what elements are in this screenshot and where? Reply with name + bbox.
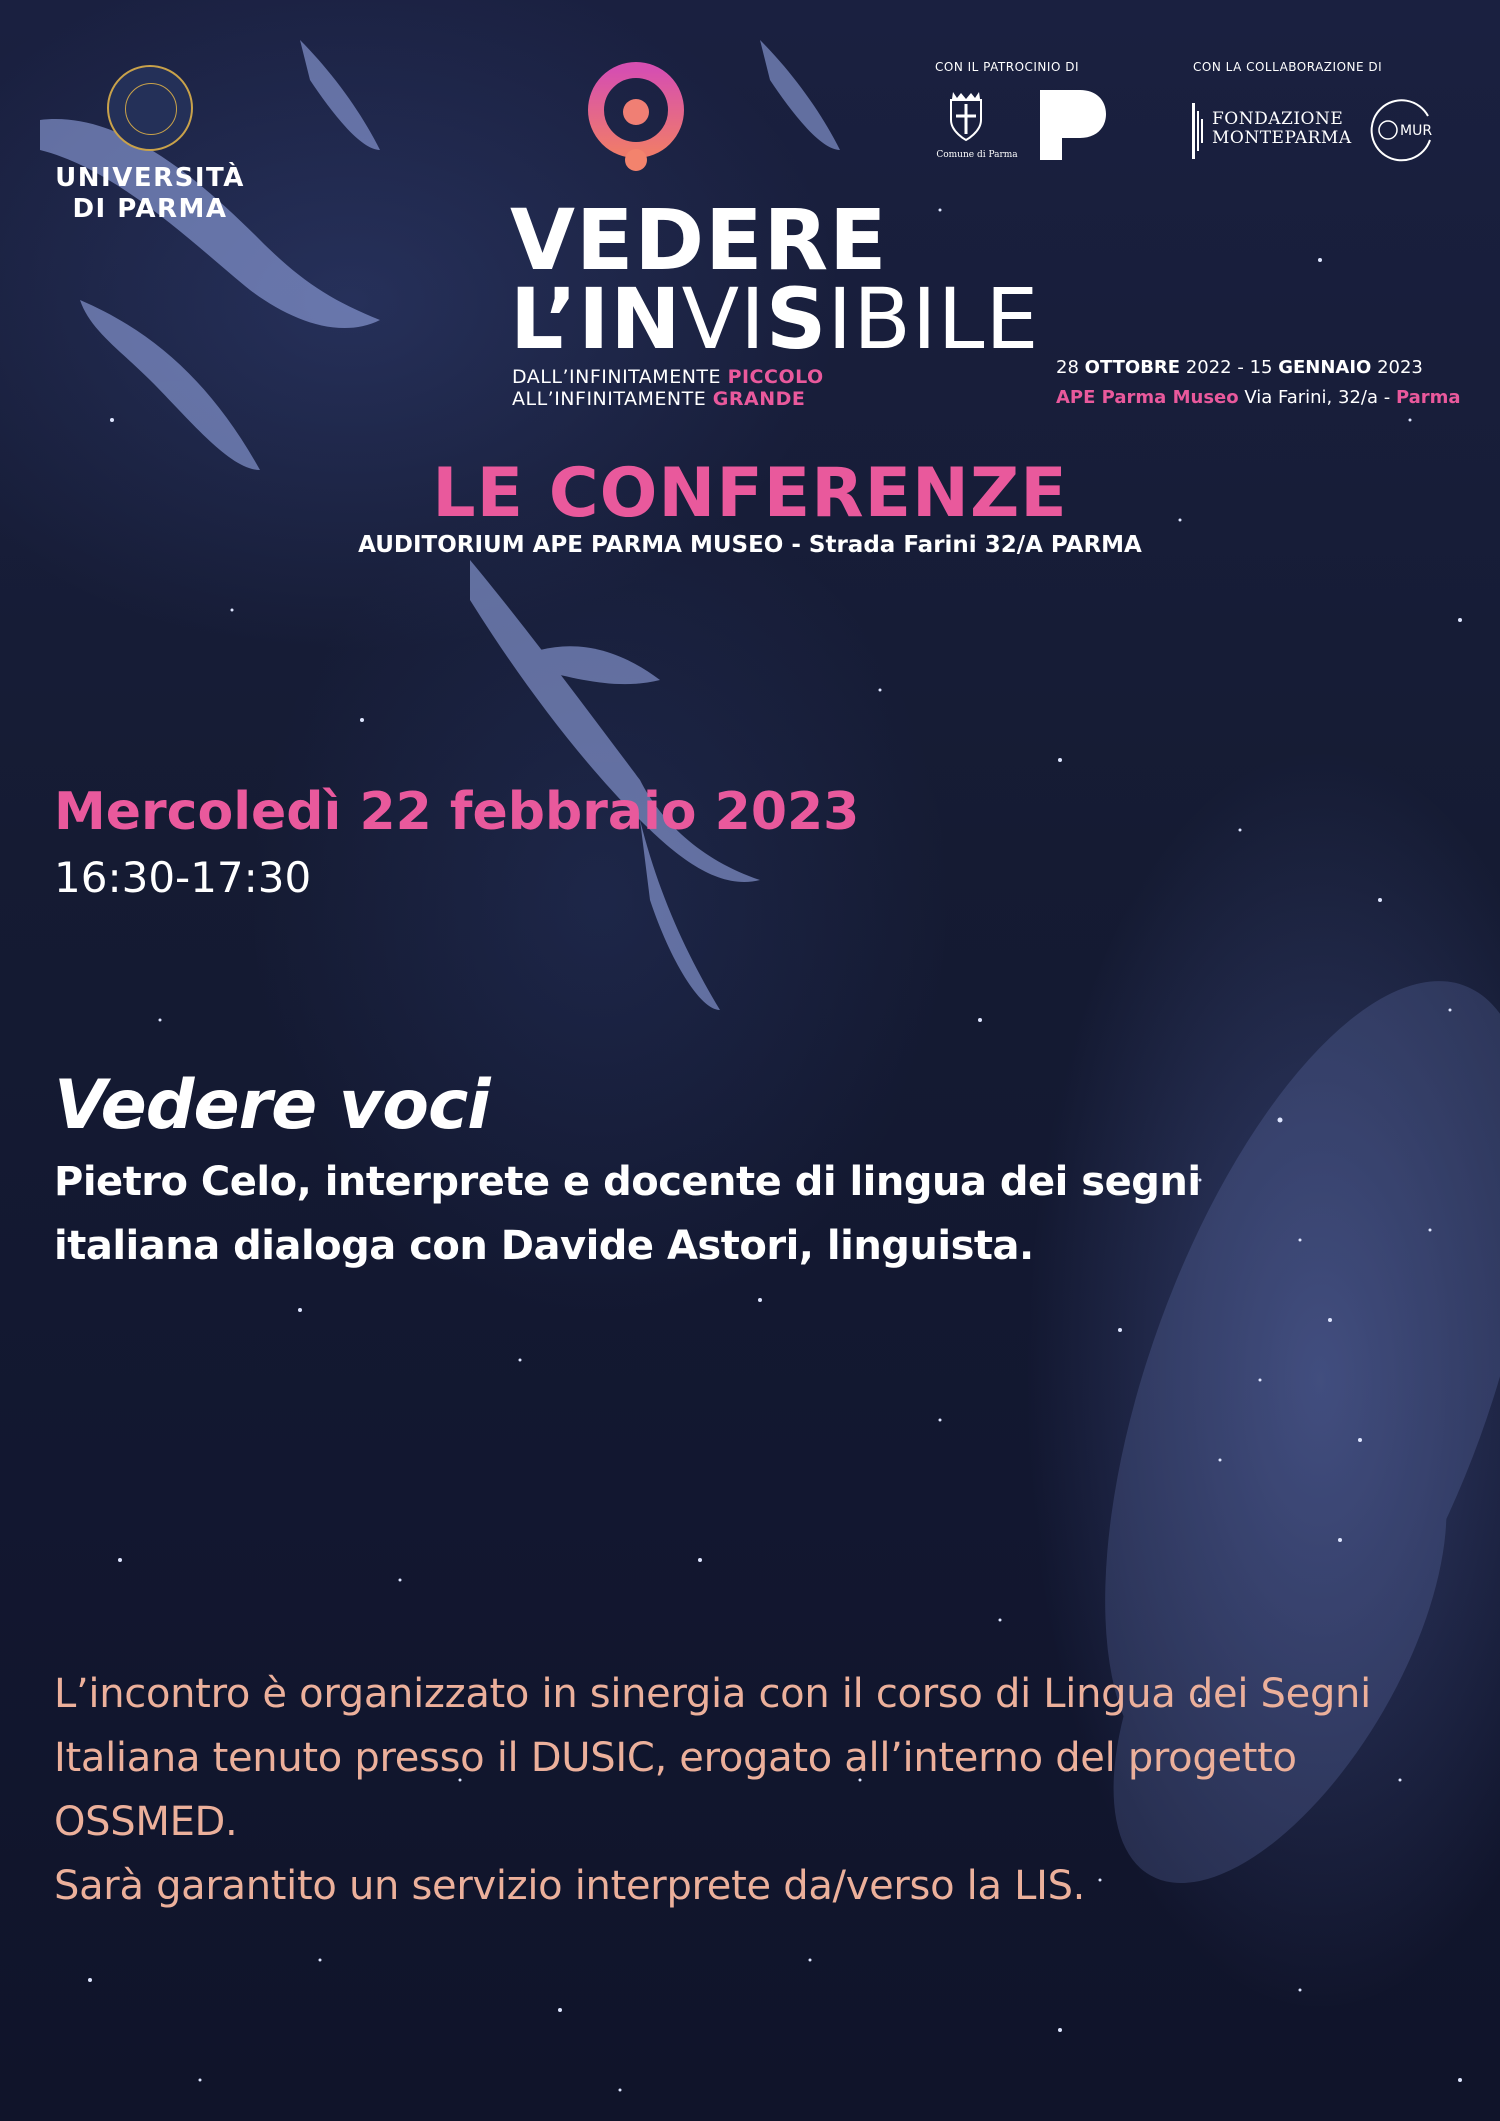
university-name-line2: DI PARMA [72, 194, 228, 224]
talk-title: Vedere voci [54, 1066, 490, 1145]
fondazione-line1: FONDAZIONE [1212, 109, 1344, 129]
talk-time: 16:30-17:30 [54, 853, 312, 902]
title-part-3: S [765, 270, 828, 368]
mur-logo-icon [1368, 96, 1436, 164]
title-part-4: IBILE [827, 270, 1040, 368]
comune-crest-icon [945, 90, 987, 142]
conferences-place: AUDITORIUM APE PARMA MUSEO - Strada Farini 32/A PARMA [358, 532, 1142, 558]
date-y2: 2023 [1371, 357, 1423, 378]
organization-note: L’incontro è organizzato in sinergia con il corso di Lingua dei Segni Italiana tenuto presso il DUSIC, erogato all’interno del progetto OSSMED. [54, 1671, 1371, 1845]
exhibition-dates [1056, 356, 1423, 380]
date-m2: GENNAIO [1278, 357, 1372, 378]
venue-address: Via Farini, 32/a - [1238, 387, 1396, 408]
talk-description: Pietro Celo, interprete e docente di lingua dei segni italiana dialoga con Davide Astori, linguista. [54, 1159, 1201, 1269]
p-logo-icon [1040, 90, 1106, 160]
comune-name: Comune di Parma [936, 150, 1018, 160]
venue-city: Parma [1395, 387, 1461, 408]
conferences-title: LE CONFERENZE [432, 454, 1068, 533]
date-y1: 2022 - 15 [1180, 357, 1279, 378]
vedere-invisibile-ring-logo [580, 60, 692, 172]
subtitle-2a: ALL’INFINITAMENTE [512, 388, 713, 410]
event-subtitle [512, 366, 824, 410]
venue-name: APE Parma Museo [1056, 387, 1239, 408]
subtitle-1a: DALL’INFINITAMENTE [512, 366, 728, 388]
fondazione-line2: MONTEPARMA [1212, 128, 1352, 148]
fondazione-mark-icon [1192, 103, 1206, 159]
title-part-1: L’IN [510, 270, 682, 368]
date-d1: 28 [1056, 357, 1085, 378]
collaboration-label: CON LA COLLABORAZIONE DI [1193, 60, 1383, 74]
university-seal-icon [107, 65, 193, 151]
event-title-line1: VEDERE [510, 191, 888, 289]
exhibition-venue [1056, 386, 1461, 410]
mur-label: MUR [1400, 123, 1433, 139]
subtitle-1b: PICCOLO [727, 366, 824, 388]
subtitle-2b: GRANDE [712, 388, 806, 410]
date-m1: OTTOBRE [1084, 357, 1181, 378]
university-name-line1: UNIVERSITÀ [55, 163, 245, 193]
patronage-label: CON IL PATROCINIO DI [935, 60, 1079, 74]
event-title-line2 [510, 270, 1040, 368]
title-part-2: VI [681, 270, 766, 368]
interpreter-note: Sarà garantito un servizio interprete da/verso la LIS. [54, 1863, 1086, 1909]
university-name [40, 163, 260, 225]
talk-date: Mercoledì 22 febbraio 2023 [54, 782, 860, 842]
fondazione-name [1212, 110, 1352, 148]
